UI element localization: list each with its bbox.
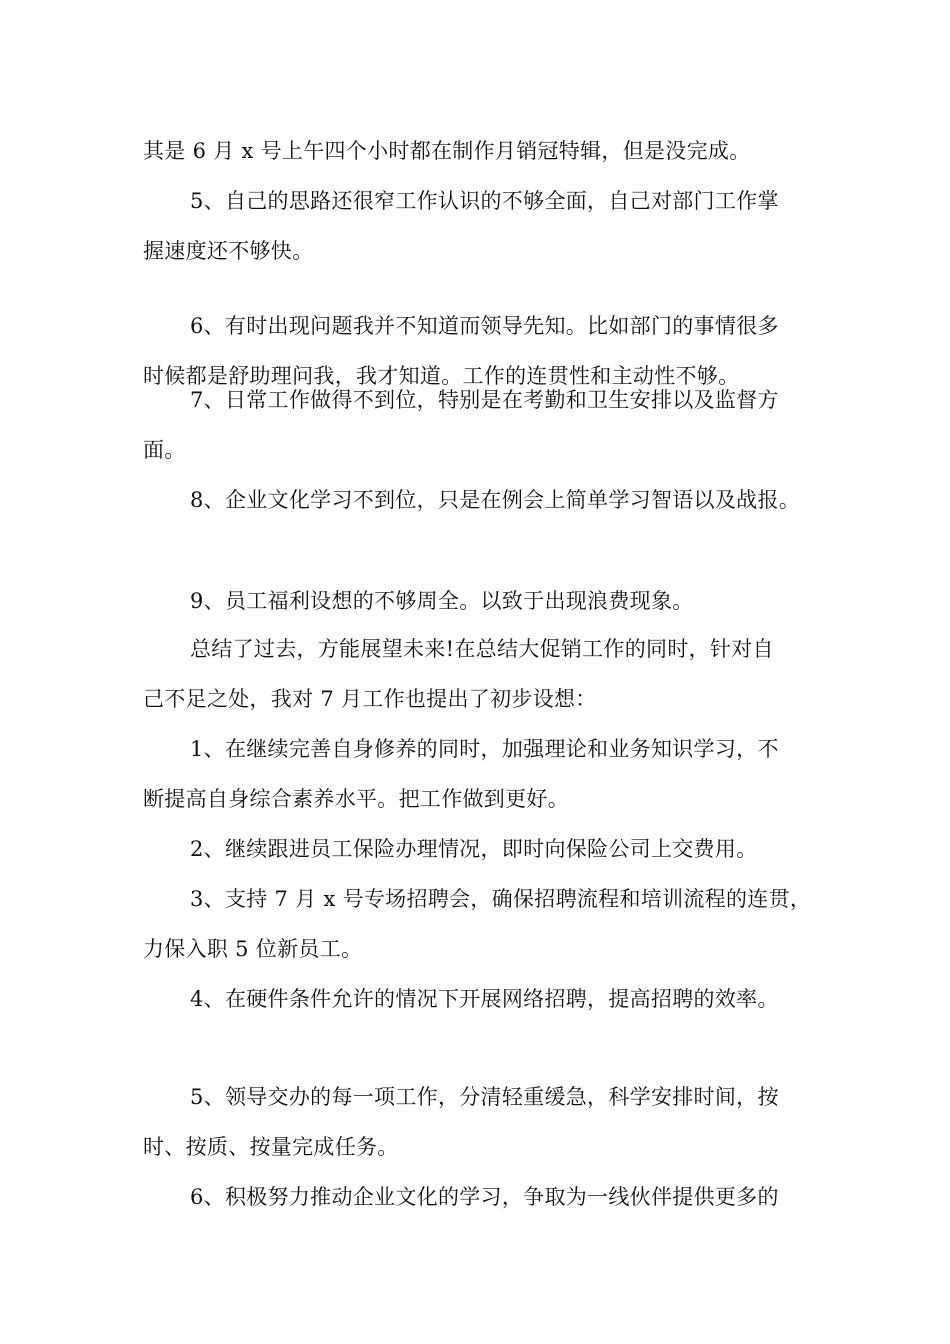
text-line: 8、企业文化学习不到位，只是在例会上简单学习智语以及战报。	[190, 488, 801, 512]
text-line: 5、领导交办的每一项工作，分清轻重缓急，科学安排时间，按	[190, 1085, 779, 1109]
text-line: 2、继续跟进员工保险办理情况，即时向保险公司上交费用。	[190, 837, 758, 861]
text-line: 其是 6 月 x 号上午四个小时都在制作月销冠特辑，但是没完成。	[143, 139, 751, 163]
text-line: 9、员工福利设想的不够周全。以致于出现浪费现象。	[190, 589, 694, 613]
text-line: 5、自己的思路还很窄工作认识的不够全面，自己对部门工作掌	[190, 189, 779, 213]
text-line: 4、在硬件条件允许的情况下开展网络招聘，提高招聘的效率。	[190, 987, 779, 1011]
text-line: 1、在继续完善自身修养的同时，加强理论和业务知识学习，不	[190, 737, 779, 761]
paragraph-item-7	[143, 375, 833, 475]
paragraph-plan-6	[143, 1172, 833, 1222]
text-line: 总结了过去，方能展望未来!在总结大促销工作的同时，针对自	[190, 637, 774, 661]
text-line: 时候都是舒助理问我，我才知道。工作的连贯性和主动性不够。	[143, 364, 740, 388]
paragraph-plan-5	[143, 1072, 833, 1172]
text-line: 断提高自身综合素养水平。把工作做到更好。	[143, 787, 569, 811]
text-line: 6、有时出现问题我并不知道而领导先知。比如部门的事情很多	[190, 314, 779, 338]
paragraph-plan-2	[143, 824, 833, 874]
paragraph-plan-1	[143, 724, 833, 824]
paragraph-continuation	[143, 126, 833, 176]
text-line: 6、积极努力推动企业文化的学习，争取为一线伙伴提供更多的	[190, 1185, 779, 1209]
paragraph-item-8	[143, 475, 833, 525]
text-line: 时、按质、按量完成任务。	[143, 1135, 399, 1159]
paragraph-item-5	[143, 176, 833, 276]
paragraph-plan-3	[143, 874, 833, 974]
text-line: 力保入职 5 位新员工。	[143, 937, 363, 961]
paragraph-plan-4	[143, 974, 833, 1024]
text-line: 面。	[143, 438, 186, 462]
paragraph-item-9	[143, 576, 833, 626]
text-line: 握速度还不够快。	[143, 239, 314, 263]
text-line: 7、日常工作做得不到位，特别是在考勤和卫生安排以及监督方	[190, 388, 779, 412]
paragraph-summary	[143, 624, 833, 724]
text-line: 3、支持 7 月 x 号专场招聘会，确保招聘流程和培训流程的连贯，	[190, 887, 812, 911]
text-line: 己不足之处，我对 7 月工作也提出了初步设想：	[143, 687, 597, 711]
